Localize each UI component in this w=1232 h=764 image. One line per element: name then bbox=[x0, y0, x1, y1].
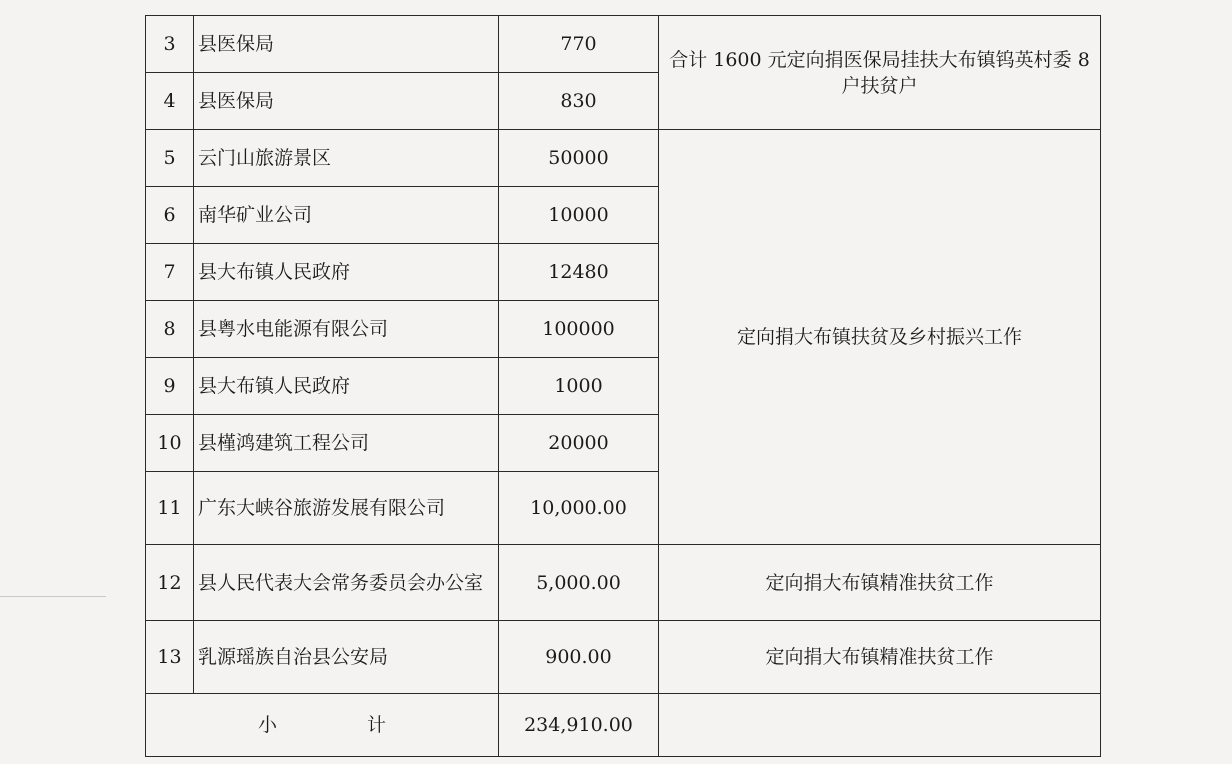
subtotal-label bbox=[146, 694, 499, 757]
table-row bbox=[146, 16, 1101, 73]
row-number: 10 bbox=[146, 415, 194, 472]
scan-artifact-line bbox=[0, 596, 106, 597]
donation-amount: 5,000.00 bbox=[499, 545, 659, 621]
donation-amount: 900.00 bbox=[499, 621, 659, 694]
row-number: 11 bbox=[146, 472, 194, 545]
subtotal-note bbox=[659, 694, 1101, 757]
donor-unit: 县大布镇人民政府 bbox=[194, 244, 499, 301]
row-number: 8 bbox=[146, 301, 194, 358]
row-number: 4 bbox=[146, 73, 194, 130]
subtotal-label-right: 计 bbox=[367, 714, 387, 736]
donation-amount: 10000 bbox=[499, 187, 659, 244]
donor-unit: 县槿鸿建筑工程公司 bbox=[194, 415, 499, 472]
donation-amount: 830 bbox=[499, 73, 659, 130]
table-row bbox=[146, 130, 1101, 187]
donation-amount: 12480 bbox=[499, 244, 659, 301]
donor-unit: 县人民代表大会常务委员会办公室 bbox=[194, 545, 499, 621]
usage-note: 定向捐大布镇精准扶贫工作 bbox=[659, 545, 1101, 621]
donor-unit: 县医保局 bbox=[194, 73, 499, 130]
donation-amount: 100000 bbox=[499, 301, 659, 358]
row-number: 3 bbox=[146, 16, 194, 73]
donor-unit: 乳源瑶族自治县公安局 bbox=[194, 621, 499, 694]
row-number: 5 bbox=[146, 130, 194, 187]
row-number: 12 bbox=[146, 545, 194, 621]
usage-note: 合计 1600 元定向捐医保局挂扶大布镇钨英村委 8 户扶贫户 bbox=[659, 16, 1101, 130]
row-number: 7 bbox=[146, 244, 194, 301]
donor-unit: 广东大峡谷旅游发展有限公司 bbox=[194, 472, 499, 545]
usage-note: 定向捐大布镇扶贫及乡村振兴工作 bbox=[659, 130, 1101, 545]
donation-table bbox=[145, 15, 1101, 757]
row-number: 9 bbox=[146, 358, 194, 415]
donor-unit: 县粤水电能源有限公司 bbox=[194, 301, 499, 358]
donation-amount: 1000 bbox=[499, 358, 659, 415]
donation-amount: 20000 bbox=[499, 415, 659, 472]
donation-amount: 10,000.00 bbox=[499, 472, 659, 545]
table-row bbox=[146, 621, 1101, 694]
donor-unit: 南华矿业公司 bbox=[194, 187, 499, 244]
donor-unit: 县医保局 bbox=[194, 16, 499, 73]
donor-unit: 县大布镇人民政府 bbox=[194, 358, 499, 415]
row-number: 6 bbox=[146, 187, 194, 244]
subtotal-amount: 234,910.00 bbox=[499, 694, 659, 757]
row-number: 13 bbox=[146, 621, 194, 694]
subtotal-row bbox=[146, 694, 1101, 757]
donation-amount: 770 bbox=[499, 16, 659, 73]
subtotal-label-left: 小 bbox=[257, 714, 277, 736]
donor-unit: 云门山旅游景区 bbox=[194, 130, 499, 187]
donation-amount: 50000 bbox=[499, 130, 659, 187]
usage-note: 定向捐大布镇精准扶贫工作 bbox=[659, 621, 1101, 694]
table-row bbox=[146, 545, 1101, 621]
